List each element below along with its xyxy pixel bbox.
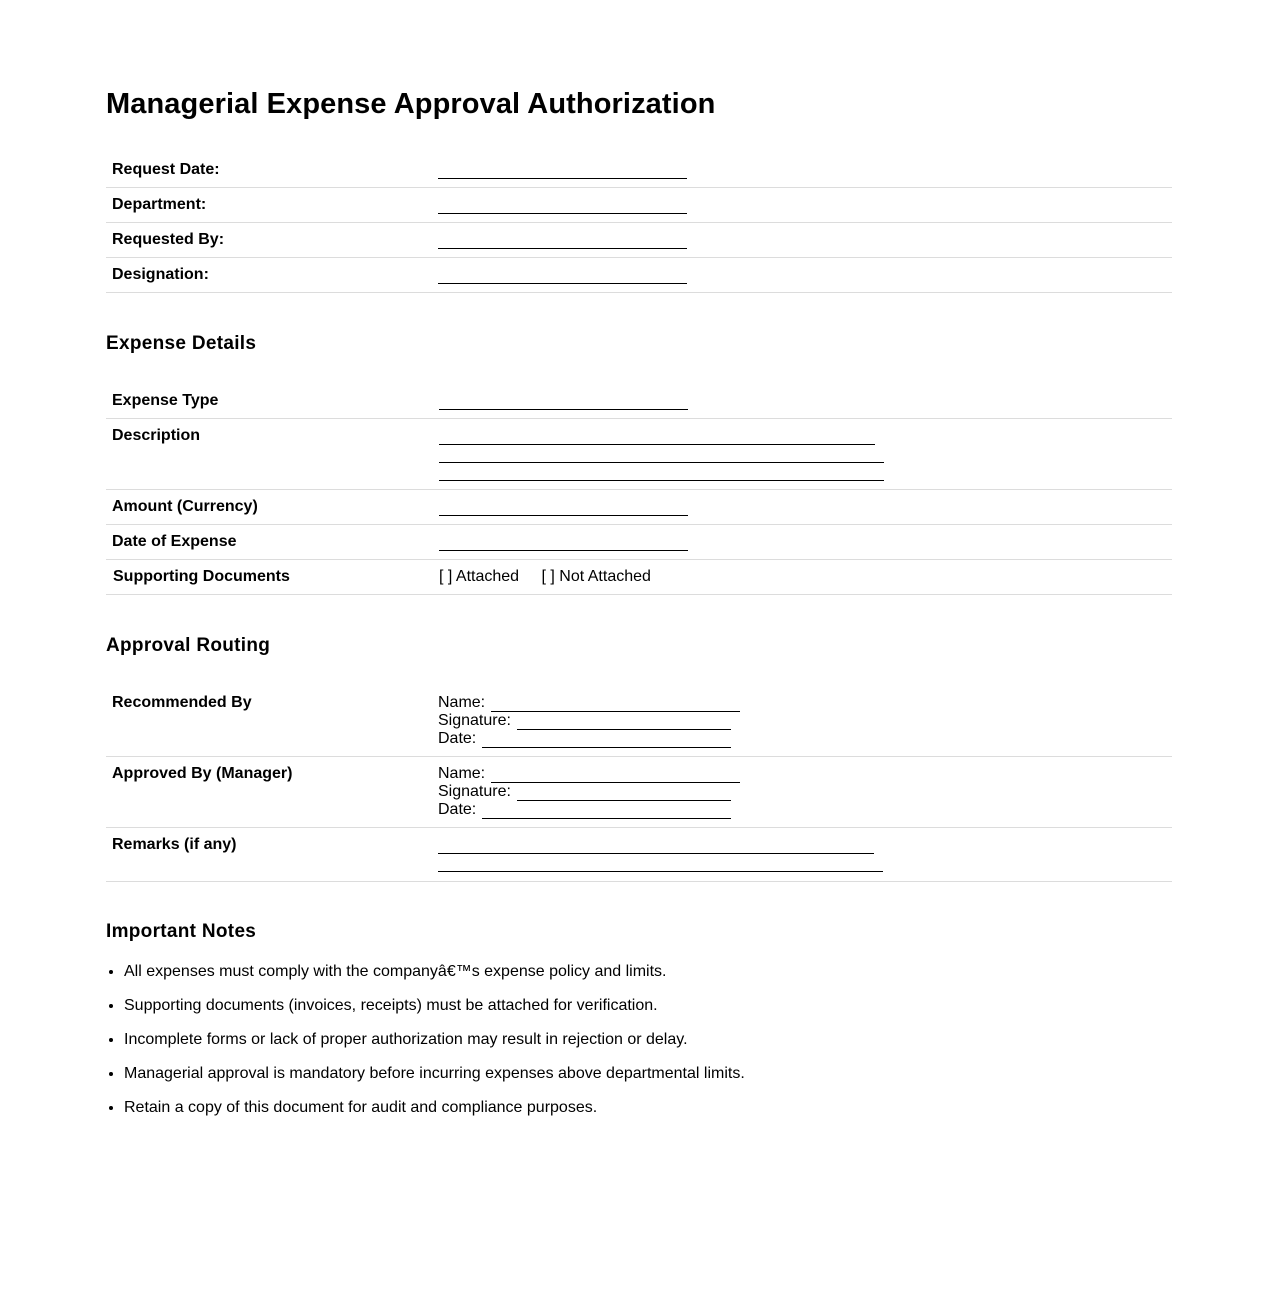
- attached-checkbox[interactable]: [ ] Attached: [439, 568, 520, 585]
- field-row-designation: [106, 258, 1172, 293]
- date-label: Date:: [438, 730, 477, 747]
- expense-details-heading: Expense Details: [106, 333, 257, 354]
- field-row-description: [106, 419, 1172, 490]
- field-label: Date of Expense: [106, 525, 433, 560]
- list-item: • Retain a copy of this document for audit and compliance purposes.: [124, 1099, 745, 1117]
- approval-routing-table: [106, 686, 1172, 882]
- requested-by-blank[interactable]: [432, 223, 1172, 258]
- amount-blank[interactable]: [433, 490, 1172, 525]
- field-row-supporting-documents: [106, 560, 1172, 595]
- approved-date-line[interactable]: [438, 801, 1166, 819]
- field-row-expense-type: [106, 384, 1172, 419]
- routing-row-approved-by: [106, 757, 1172, 828]
- field-row-request-date: [106, 153, 1172, 188]
- field-label: Request Date:: [106, 153, 432, 188]
- field-label: Approved By (Manager): [106, 757, 432, 828]
- notes-list: [106, 963, 745, 1133]
- list-item: • All expenses must comply with the companyâ€™s expense policy and limits.: [124, 963, 745, 981]
- routing-row-remarks: [106, 828, 1172, 882]
- remarks-blank[interactable]: [432, 828, 1172, 882]
- expense-details-table: [106, 384, 1172, 595]
- approved-signature-line[interactable]: [438, 783, 1166, 801]
- approval-routing-heading: Approval Routing: [106, 635, 271, 656]
- supporting-documents-options: [433, 560, 1172, 595]
- recommended-name-line[interactable]: [438, 694, 1166, 712]
- list-item: • Incomplete forms or lack of proper authorization may result in rejection or delay.: [124, 1031, 745, 1049]
- designation-blank[interactable]: [432, 258, 1172, 293]
- field-row-requested-by: [106, 223, 1172, 258]
- page-title: Managerial Expense Approval Authorization: [106, 88, 716, 120]
- not-attached-checkbox[interactable]: [ ] Not Attached: [541, 568, 651, 585]
- field-label: Supporting Documents: [106, 560, 433, 595]
- field-label: Amount (Currency): [106, 490, 433, 525]
- field-label: Description: [106, 419, 433, 490]
- list-item: • Supporting documents (invoices, receipts) must be attached for verification.: [124, 997, 745, 1015]
- field-row-department: [106, 188, 1172, 223]
- field-row-date-of-expense: [106, 525, 1172, 560]
- field-label: Designation:: [106, 258, 432, 293]
- field-label: Recommended By: [106, 686, 432, 757]
- list-item: • Managerial approval is mandatory before incurring expenses above departmental limits.: [124, 1065, 745, 1083]
- signature-label: Signature:: [438, 783, 511, 800]
- field-label: Expense Type: [106, 384, 433, 419]
- description-blank[interactable]: [433, 419, 1172, 490]
- field-label: Department:: [106, 188, 432, 223]
- name-label: Name:: [438, 765, 486, 782]
- date-of-expense-blank[interactable]: [433, 525, 1172, 560]
- expense-type-blank[interactable]: [433, 384, 1172, 419]
- important-notes-heading: Important Notes: [106, 921, 257, 942]
- date-label: Date:: [438, 801, 477, 818]
- field-label: Remarks (if any): [106, 828, 432, 882]
- department-blank[interactable]: [432, 188, 1172, 223]
- approved-by-fields: [432, 757, 1172, 828]
- approved-name-line[interactable]: [438, 765, 1166, 783]
- request-date-blank[interactable]: [432, 153, 1172, 188]
- routing-row-recommended-by: [106, 686, 1172, 757]
- name-label: Name:: [438, 694, 486, 711]
- signature-label: Signature:: [438, 712, 511, 729]
- recommended-by-fields: [432, 686, 1172, 757]
- field-label: Requested By:: [106, 223, 432, 258]
- field-row-amount: [106, 490, 1172, 525]
- header-fields-table: [106, 153, 1172, 293]
- recommended-date-line[interactable]: [438, 730, 1166, 748]
- recommended-signature-line[interactable]: [438, 712, 1166, 730]
